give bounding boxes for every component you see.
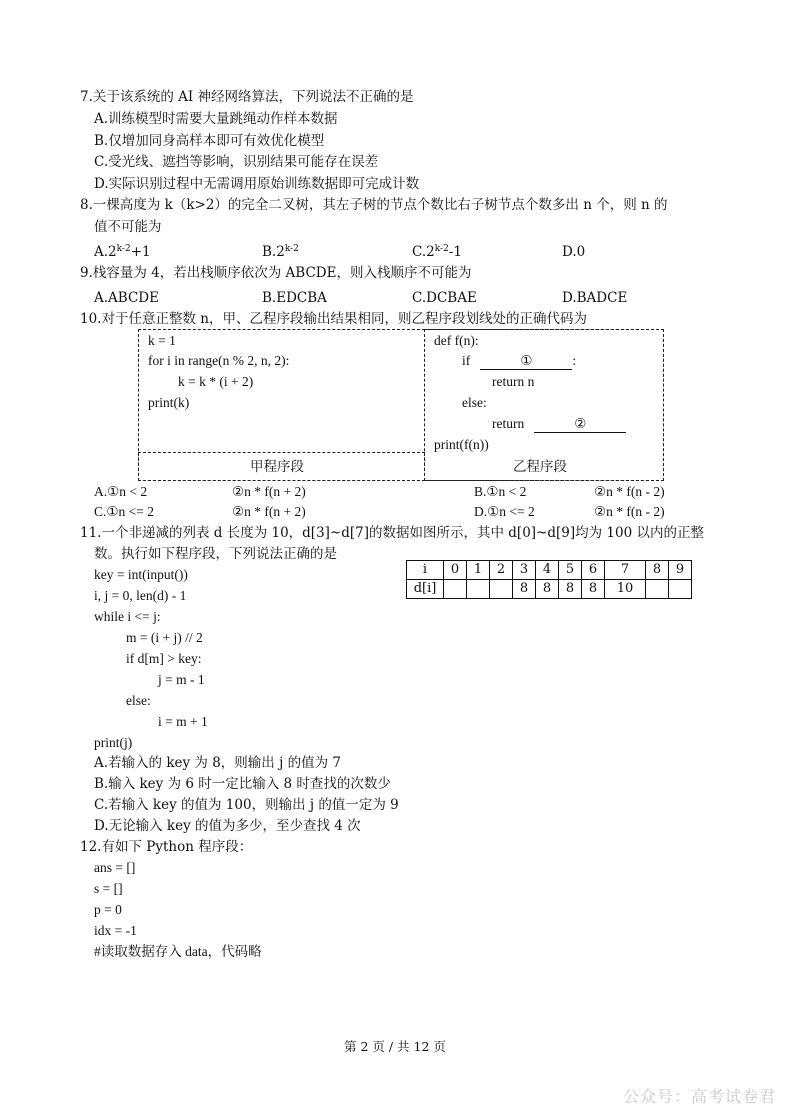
q10-option-b2: ②n * f(n - 2) <box>594 484 665 499</box>
table-cell: 10 <box>605 580 646 599</box>
table-cell: 1 <box>467 561 490 580</box>
q8-option-a: $A.2^{k-2}+1$ <box>94 244 151 260</box>
q10-option-c1: C.①n <= 2 <box>94 504 154 519</box>
q7-option-c: C.受光线、遮挡等影响，识别结果可能存在误差 <box>94 154 379 170</box>
q10-left-line4: print(k) <box>148 395 190 410</box>
table-cell: i <box>407 561 444 580</box>
table-cell <box>444 580 467 599</box>
q10-option-c2: ②n * f(n + 2) <box>232 504 306 519</box>
q8-stem-line2: 值不可能为 <box>94 219 162 235</box>
q10-left-line3: k = k * (i + 2) <box>178 374 254 389</box>
q10-option-a1: A.①n < 2 <box>94 484 148 499</box>
q10-left-label: 甲程序段 <box>250 459 304 475</box>
q11-code-line1: key = int(input()) <box>94 567 188 582</box>
table-cell: 8 <box>536 580 559 599</box>
q12-code-line5: #读取数据存入 data，代码略 <box>94 944 262 959</box>
q12-code-line3: p = 0 <box>94 902 122 917</box>
q9-option-d: D.BADCE <box>562 290 628 306</box>
table-cell: 8 <box>582 580 605 599</box>
table-cell: 4 <box>536 561 559 580</box>
table-cell <box>669 580 692 599</box>
table-cell: 8 <box>646 561 669 580</box>
q11-code-line7: else: <box>126 693 151 708</box>
table-cell: 9 <box>669 561 692 580</box>
q11-option-b: B.输入 key 为 6 时一定比输入 8 时查找的次数少 <box>94 776 391 792</box>
table-cell: 5 <box>559 561 582 580</box>
q11-code-line4: m = (i + j) // 2 <box>126 630 203 645</box>
table-cell: d[i] <box>407 580 444 599</box>
q10-right-line6: print(f(n)) <box>434 437 489 452</box>
q10-left-line2: for i in range(n % 2, n, 2): <box>148 353 290 368</box>
table-cell: 0 <box>444 561 467 580</box>
q11-code-line2: i, j = 0, len(d) - 1 <box>94 588 187 603</box>
table-cell: 8 <box>559 580 582 599</box>
q10-option-d2: ②n * f(n - 2) <box>594 504 665 519</box>
q12-code-line4: idx = -1 <box>94 923 137 938</box>
q8-option-b: B.2$^{k-2}$ <box>262 244 299 260</box>
q9-option-a: A.ABCDE <box>94 290 159 306</box>
table-cell <box>467 580 490 599</box>
table-cell <box>490 580 513 599</box>
q10-blank-1: ① <box>480 353 572 370</box>
q10-option-a2: ②n * f(n + 2) <box>232 484 306 499</box>
table-row <box>407 561 692 580</box>
table-row <box>407 580 692 599</box>
q10-right-line2: if ① : <box>462 353 577 368</box>
q7-option-d: D.实际识别过程中无需调用原始训练数据即可完成计数 <box>94 176 420 192</box>
q11-option-c: C.若输入 key 的值为 100，则输出 j 的值一定为 9 <box>94 797 399 813</box>
watermark: 公众号：高考试卷君 <box>623 1087 777 1106</box>
q8-stem-line1: 8.一棵高度为 k（k>2）的完全二叉树，其左子树的节点个数比右子树节点个数多出 n 个，则 n 的 <box>80 197 668 213</box>
q10-right-line4: else: <box>462 395 487 410</box>
q10-right-label: 乙程序段 <box>513 459 567 475</box>
q12-code-line1: ans = [] <box>94 860 136 875</box>
q11-data-table <box>406 560 692 599</box>
q11-stem-line1: 11.一个非递减的列表 d 长度为 10，d[3]~d[7]的数据如图所示，其中 d[0]~d[9]均为 100 以内的正整 <box>80 525 704 541</box>
q11-option-a: A.若输入的 key 为 8，则输出 j 的值为 7 <box>94 755 341 771</box>
table-cell: 3 <box>513 561 536 580</box>
q12-stem: 12.有如下 Python 程序段： <box>80 839 253 855</box>
q10-left-line1: k = 1 <box>148 333 176 348</box>
q12-code-line2: s = [] <box>94 881 123 896</box>
q9-option-c: C.DCBAE <box>412 290 477 306</box>
q11-option-d: D.无论输入 key 的值为多少，至少查找 4 次 <box>94 818 361 834</box>
q11-stem-line2: 数。执行如下程序段，下列说法正确的是 <box>94 546 337 562</box>
q7-option-a: A.训练模型时需要大量跳绳动作样本数据 <box>94 111 338 127</box>
page-footer: 第 2 页 / 共 12 页 <box>344 1039 446 1054</box>
q10-stem: 10.对于任意正整数 n，甲、乙程序段输出结果相同，则乙程序段划线处的正确代码为 <box>80 311 587 327</box>
q11-code-line9: print(j) <box>94 735 133 750</box>
table-cell: 7 <box>605 561 646 580</box>
q7-stem: 7.关于该系统的 AI 神经网络算法，下列说法不正确的是 <box>80 89 414 105</box>
q10-right-line5: return ② <box>492 415 626 433</box>
q10-blank-2: ② <box>534 416 626 433</box>
q10-right-line1: def f(n): <box>434 333 479 348</box>
q10-option-b1: B.①n < 2 <box>474 484 527 499</box>
table-cell <box>646 580 669 599</box>
q8-option-d: D.0 <box>562 244 586 260</box>
q11-code-line3: while i <= j: <box>94 609 161 624</box>
q10-right-line3: return n <box>492 374 535 389</box>
q9-option-b: B.EDCBA <box>262 290 327 306</box>
q11-code-line5: if d[m] > key: <box>126 651 202 666</box>
table-cell: 8 <box>513 580 536 599</box>
table-cell: 2 <box>490 561 513 580</box>
q10-option-d1: D.①n <= 2 <box>474 504 535 519</box>
q11-code-line8: i = m + 1 <box>158 714 208 729</box>
q11-code-line6: j = m - 1 <box>158 672 205 687</box>
table-cell: 6 <box>582 561 605 580</box>
q8-option-c: C.2$^{k-2}$-1 <box>412 244 462 260</box>
q9-stem: 9.栈容量为 4，若出栈顺序依次为 ABCDE，则入栈顺序不可能为 <box>80 265 472 281</box>
q7-option-b: B.仅增加同身高样本即可有效优化模型 <box>94 133 325 149</box>
